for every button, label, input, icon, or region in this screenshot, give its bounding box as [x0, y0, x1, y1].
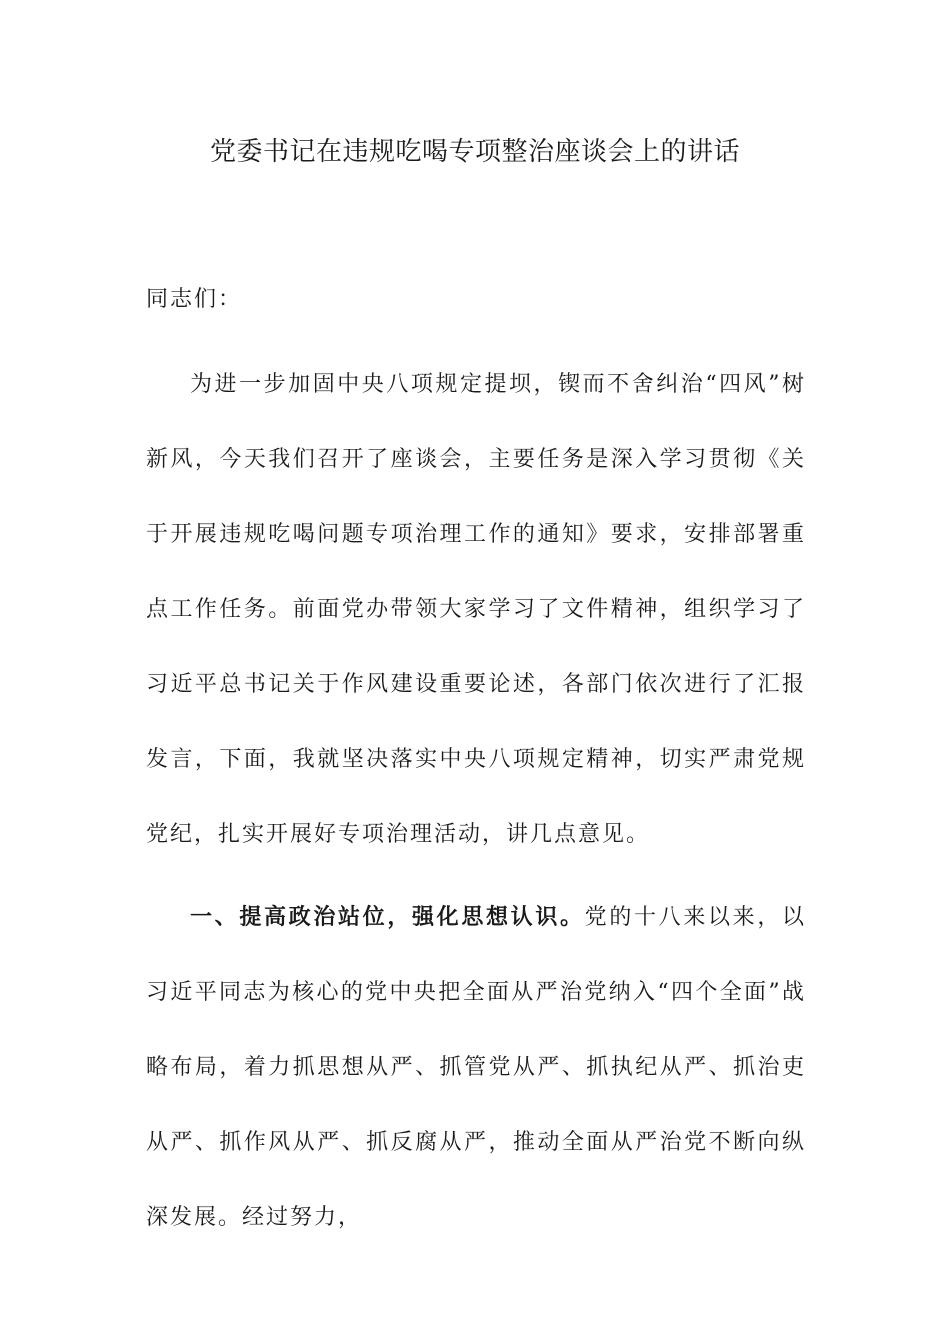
section-one-text: 党的十八来以来，以习近平同志为核心的党中央把全面从严治党纳入“四个全面”战略布局，着力抓思想从严、抓管党从严、抓执纪从严、抓治吏从严、抓作风从严、抓反腐从严，推动全面从严治党不断向纵深发展。经过努力，	[146, 905, 806, 1230]
salutation: 同志们：	[146, 287, 243, 312]
intro-paragraph: 为进一步加固中央八项规定提坝，锲而不舍纠治“四风”树新风，今天我们召开了座谈会，主要任务是深入学习贯彻《关于开展违规吃喝问题专项治理工作的通知》要求，安排部署重点工作任务。前面党办带领大家学习了文件精神，组织学习了习近平总书记关于作风建设重要论述，各部门依次进行了汇报发言，下面，我就坚决落实中央八项规定精神，切实严肃党规党纪，扎实开展好专项治理活动，讲几点意见。	[146, 372, 806, 847]
section-one-heading: 一、提高政治站位，强化思想认识。	[190, 905, 585, 930]
document-title: 党委书记在违规吃喝专项整治座谈会上的讲话	[209, 137, 740, 167]
section-one-paragraph	[146, 880, 806, 1255]
